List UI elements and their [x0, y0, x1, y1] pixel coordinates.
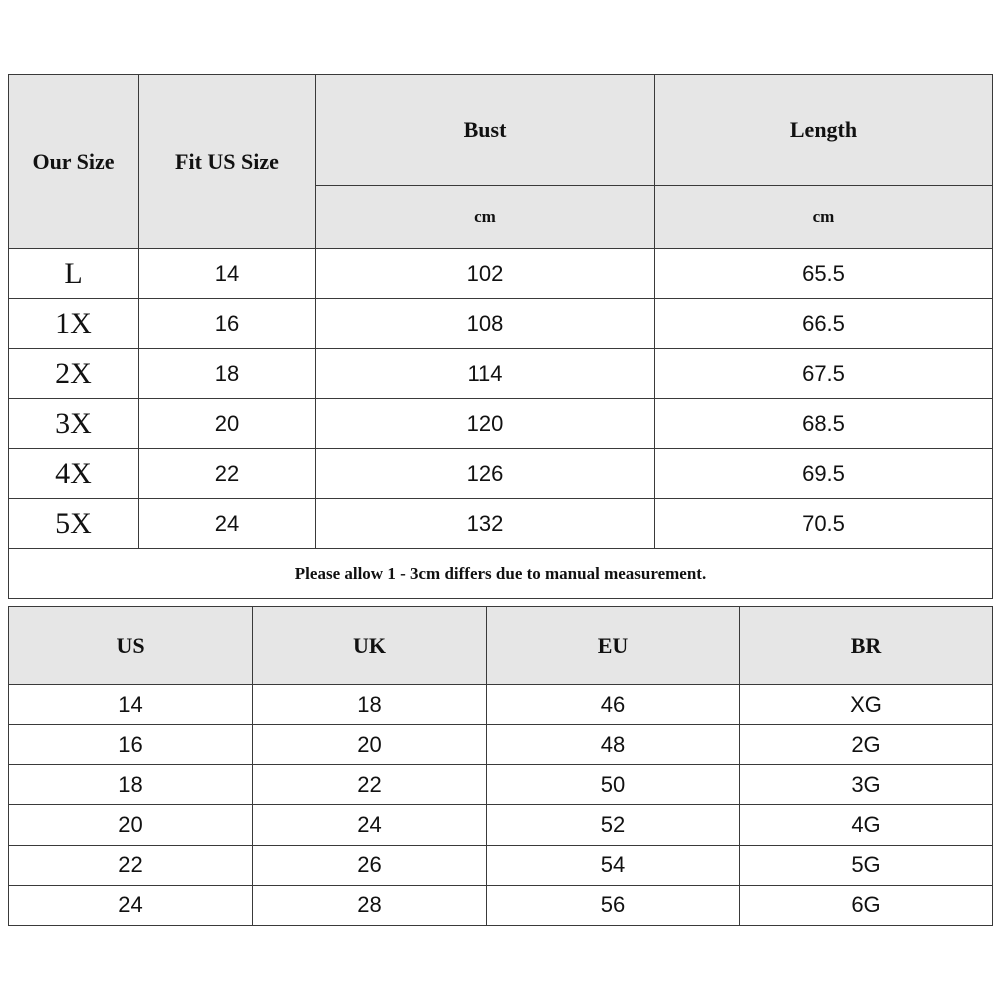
br-cell: 5G: [740, 845, 993, 885]
bust-cell: 114: [316, 349, 655, 399]
our-size-cell: 1X: [9, 299, 139, 349]
our-size-cell: L: [9, 249, 139, 299]
our-size-cell: 4X: [9, 449, 139, 499]
us-cell: 18: [9, 765, 253, 805]
header-fit-us-size: Fit US Size: [139, 75, 316, 249]
uk-cell: 20: [253, 725, 487, 765]
our-size-cell: 2X: [9, 349, 139, 399]
bust-cell: 132: [316, 499, 655, 549]
measurement-note: Please allow 1 - 3cm differs due to manual measurement.: [9, 549, 993, 599]
uk-cell: 22: [253, 765, 487, 805]
fit-us-size-cell: 24: [139, 499, 316, 549]
header-bust: Bust: [316, 75, 655, 186]
length-cell: 68.5: [655, 399, 993, 449]
length-cell: 67.5: [655, 349, 993, 399]
bust-cell: 126: [316, 449, 655, 499]
measurement-row: [9, 399, 993, 449]
length-cell: 66.5: [655, 299, 993, 349]
eu-cell: 54: [487, 845, 740, 885]
uk-cell: 18: [253, 685, 487, 725]
measurement-row: [9, 449, 993, 499]
uk-cell: 26: [253, 845, 487, 885]
header-our-size: Our Size: [9, 75, 139, 249]
br-cell: 4G: [740, 805, 993, 845]
length-cell: 69.5: [655, 449, 993, 499]
our-size-cell: 5X: [9, 499, 139, 549]
conversion-row: [9, 765, 993, 805]
br-cell: XG: [740, 685, 993, 725]
header-length-unit: cm: [655, 186, 993, 249]
br-cell: 2G: [740, 725, 993, 765]
us-cell: 20: [9, 805, 253, 845]
conversion-row: [9, 805, 993, 845]
header-us: US: [9, 607, 253, 685]
header-eu: EU: [487, 607, 740, 685]
header-uk: UK: [253, 607, 487, 685]
conversion-row: [9, 845, 993, 885]
size-conversion-table: [8, 606, 993, 926]
bust-cell: 120: [316, 399, 655, 449]
length-cell: 65.5: [655, 249, 993, 299]
br-cell: 6G: [740, 885, 993, 925]
eu-cell: 56: [487, 885, 740, 925]
eu-cell: 46: [487, 685, 740, 725]
us-cell: 24: [9, 885, 253, 925]
fit-us-size-cell: 20: [139, 399, 316, 449]
fit-us-size-cell: 18: [139, 349, 316, 399]
fit-us-size-cell: 16: [139, 299, 316, 349]
conversion-row: [9, 885, 993, 925]
measurement-row: [9, 299, 993, 349]
header-br: BR: [740, 607, 993, 685]
size-measurement-table: [8, 74, 993, 599]
fit-us-size-cell: 22: [139, 449, 316, 499]
bust-cell: 102: [316, 249, 655, 299]
eu-cell: 52: [487, 805, 740, 845]
our-size-cell: 3X: [9, 399, 139, 449]
us-cell: 22: [9, 845, 253, 885]
fit-us-size-cell: 14: [139, 249, 316, 299]
header-length: Length: [655, 75, 993, 186]
uk-cell: 28: [253, 885, 487, 925]
header-bust-unit: cm: [316, 186, 655, 249]
measurement-row: [9, 249, 993, 299]
eu-cell: 48: [487, 725, 740, 765]
br-cell: 3G: [740, 765, 993, 805]
length-cell: 70.5: [655, 499, 993, 549]
conversion-row: [9, 725, 993, 765]
measurement-row: [9, 499, 993, 549]
conversion-row: [9, 685, 993, 725]
bust-cell: 108: [316, 299, 655, 349]
eu-cell: 50: [487, 765, 740, 805]
uk-cell: 24: [253, 805, 487, 845]
measurement-row: [9, 349, 993, 399]
us-cell: 14: [9, 685, 253, 725]
us-cell: 16: [9, 725, 253, 765]
